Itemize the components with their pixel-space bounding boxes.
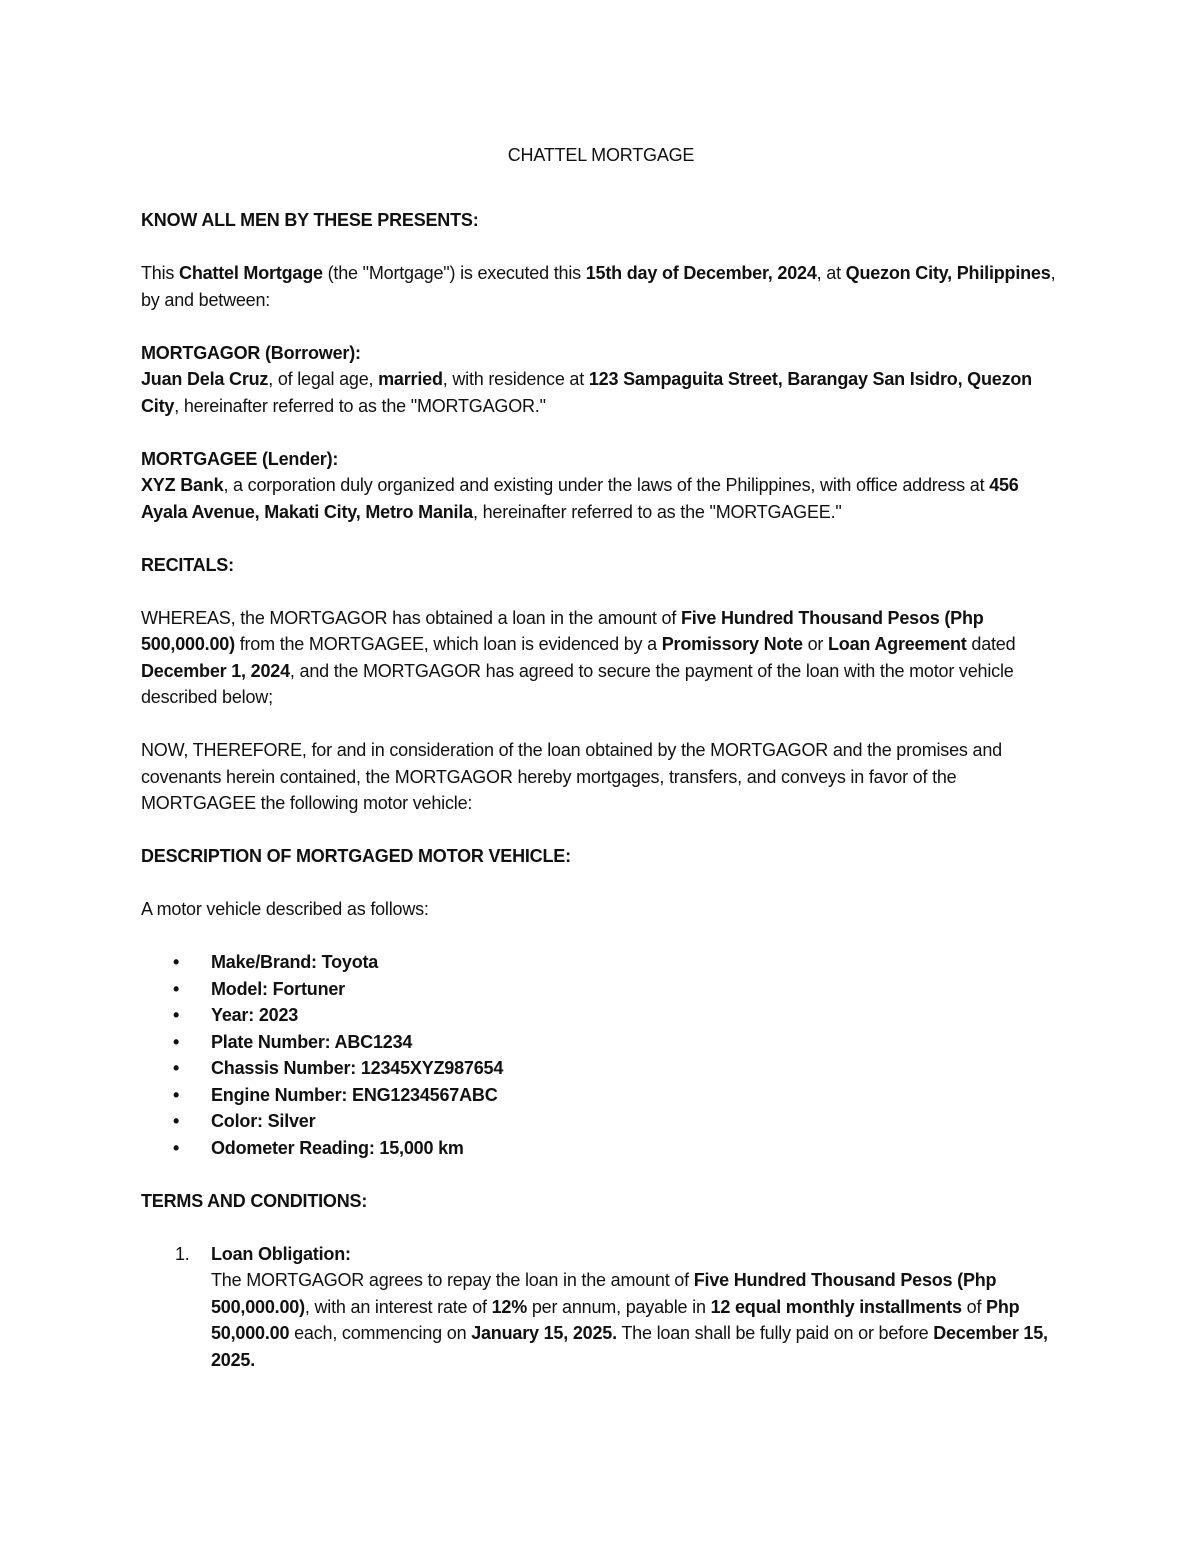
list-item: • Chassis Number: 12345XYZ987654 (211, 1055, 1061, 1082)
bullet-icon: • (173, 1111, 180, 1131)
mortgagor-paragraph: Juan Dela Cruz, of legal age, married, with residence at 123 Sampaguita Street, Barangay San Isidro, Quezon City, hereinafter referred to as the "MORTGAGOR." (141, 369, 1032, 416)
bullet-icon: • (173, 978, 180, 999)
term-body: The MORTGAGOR agrees to repay the loan in the amount of Five Hundred Thousand Pesos (Php 500,000.00), with an interest rate of 12% per annum, payable in 12 equal monthly installments of Php 50,000.00 each, commencing on January 15, 2025. The loan shall be fully paid on or before December 15, 2025. (211, 1270, 1048, 1370)
mortgagor-heading: MORTGAGOR (Borrower): (141, 342, 361, 363)
terms-list (141, 1241, 1061, 1374)
vehicle-heading: DESCRIPTION OF MORTGAGED MOTOR VEHICLE: (141, 846, 571, 866)
bullet-icon: • (173, 1031, 180, 1052)
bullet-icon: • (173, 1005, 180, 1025)
list-item: • Year: 2023 (211, 1002, 1061, 1029)
list-item (175, 1241, 1061, 1374)
preamble: KNOW ALL MEN BY THESE PRESENTS: (141, 210, 479, 230)
bullet-icon: • (173, 952, 180, 972)
whereas-paragraph: WHEREAS, the MORTGAGOR has obtained a loan in the amount of Five Hundred Thousand Pesos (Php 500,000.00) from the MORTGAGEE, which loan is evidenced by a Promissory Note or Loan Agreement dated December 1, 2024, and the MORTGAGOR has agreed to secure the payment of the loan with the motor vehicle described below; (141, 607, 1016, 707)
bullet-icon: • (173, 1137, 180, 1158)
vehicle-details-list (141, 949, 1061, 1161)
list-item: • Odometer Reading: 15,000 km (211, 1135, 1061, 1162)
bullet-icon: • (173, 1058, 180, 1078)
mortgagee-heading: MORTGAGEE (Lender): (141, 448, 339, 469)
document-title: CHATTEL MORTGAGE (507, 145, 695, 165)
term-title: Loan Obligation: (211, 1243, 351, 1264)
vehicle-intro: A motor vehicle described as follows: (141, 899, 429, 919)
mortgagee-paragraph: XYZ Bank, a corporation duly organized and existing under the laws of the Philippines, with office address at 456 Ayala Avenue, Makati City, Metro Manila, hereinafter referred to as the "MORTGAGEE." (141, 475, 1019, 522)
bullet-icon: • (173, 1084, 180, 1105)
list-item: • Make/Brand: Toyota (211, 949, 1061, 976)
intro-paragraph: This Chattel Mortgage (the "Mortgage") is executed this 15th day of December, 2024, at Quezon City, Philippines, by and between: (141, 263, 1056, 310)
terms-heading: TERMS AND CONDITIONS: (141, 1190, 368, 1211)
list-item: • Color: Silver (211, 1108, 1061, 1135)
now-therefore-paragraph: NOW, THEREFORE, for and in consideration of the loan obtained by the MORTGAGOR and the promises and covenants herein contained, the MORTGAGOR hereby mortgages, transfers, and conveys in favor of the MORTGAGEE the following motor vehicle: (141, 740, 1002, 813)
document-page (141, 130, 1061, 1373)
term-number: 1. (175, 1243, 190, 1264)
list-item: • Plate Number: ABC1234 (211, 1029, 1061, 1056)
recitals-heading: RECITALS: (141, 554, 234, 575)
list-item: • Engine Number: ENG1234567ABC (211, 1082, 1061, 1109)
list-item: • Model: Fortuner (211, 976, 1061, 1003)
